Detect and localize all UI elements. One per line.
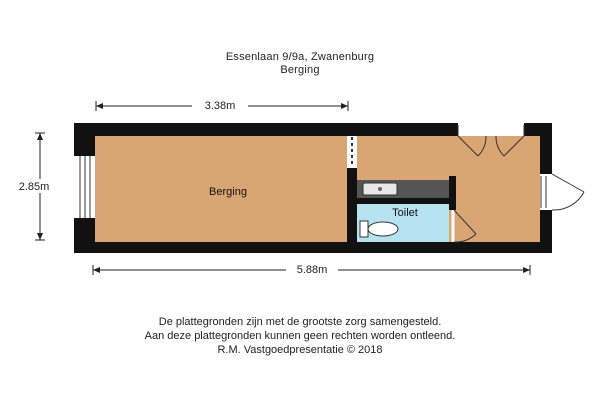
footer-copyright: R.M. Vastgoedpresentatie © 2018 — [217, 344, 383, 356]
top-dimension-label: 3.38m — [204, 100, 236, 112]
footer-disclaimer-2: Aan deze plattegronden kunnen geen rechten worden ontleend. — [144, 330, 456, 342]
top-dimension — [96, 98, 348, 112]
floor-name-title: Berging — [280, 64, 320, 76]
top-door-opening — [458, 123, 524, 136]
toilet-bowl — [368, 222, 398, 236]
bottom-dimension — [93, 262, 530, 276]
storage-label: Berging — [209, 186, 247, 198]
left-dimension — [12, 133, 52, 240]
toilet-side-wall-upper — [449, 176, 456, 210]
footer-disclaimer-1: De plattegronden zijn met de grootste zorg samengesteld. — [158, 316, 442, 328]
toilet-label: Toilet — [392, 207, 418, 219]
toilet-tank — [360, 221, 368, 237]
left-dimension-label: 2.85m — [18, 181, 50, 193]
address-title: Essenlaan 9/9a, Zwanenburg — [225, 51, 375, 63]
toilet-top-wall — [357, 198, 453, 204]
right-door-leaf — [552, 174, 584, 192]
bottom-dimension-label: 5.88m — [296, 264, 328, 276]
